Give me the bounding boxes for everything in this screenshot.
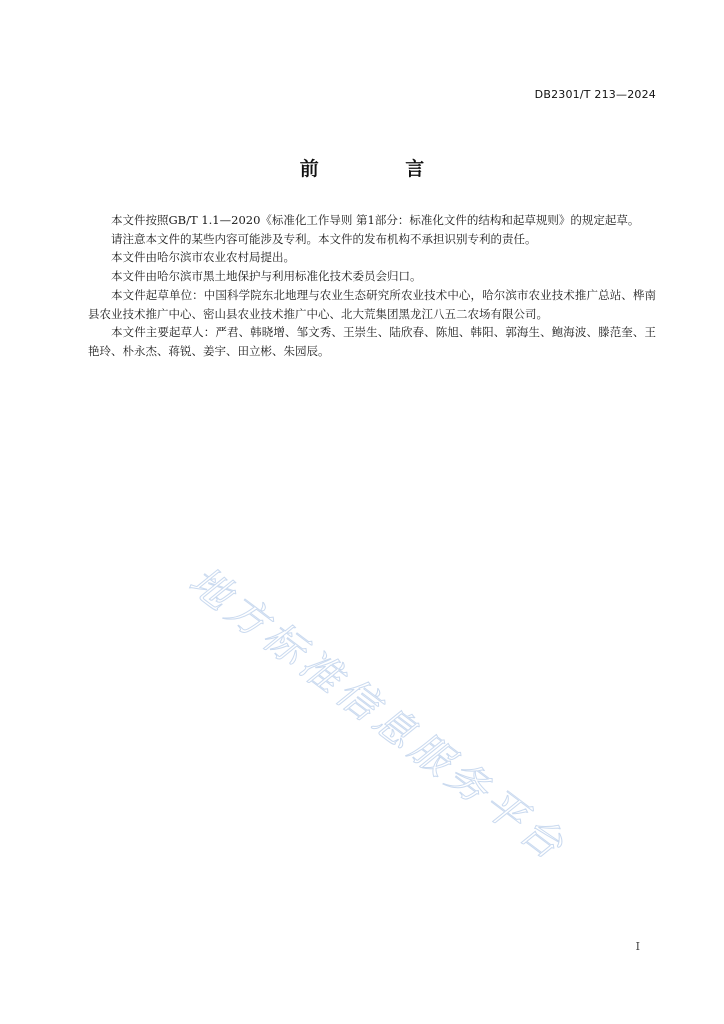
- paragraph-drafting-units: 本文件起草单位：中国科学院东北地理与农业生态研究所农业技术中心，哈尔滨市农业技术推广总站、桦南县农业技术推广中心、密山县农业技术推广中心、北大荒集团黑龙江八五二农场有限公司。: [88, 287, 656, 321]
- paragraph-patent-notice: 请注意本文件的某些内容可能涉及专利。本文件的发布机构不承担识别专利的责任。: [111, 231, 537, 246]
- page-number: I: [635, 940, 640, 953]
- paragraph-drafting-rules: 本文件按照GB/T 1.1—2020《标准化工作导则 第1部分：标准化文件的结构和起草规则》的规定起草。: [111, 213, 640, 227]
- foreword-body: [88, 211, 656, 361]
- paragraph-proposer: 本文件由哈尔滨市农业农村局提出。: [111, 250, 295, 265]
- page-title: 前 言: [299, 158, 465, 180]
- paragraph-committee: 本文件由哈尔滨市黑土地保护与利用标准化技术委员会归口。: [111, 269, 422, 284]
- document-code: DB2301/T 213—2024: [534, 88, 656, 101]
- paragraph-drafters: 本文件主要起草人：严君、韩晓增、邹文秀、王崇生、陆欣春、陈旭、韩阳、郭海生、鲍海波、滕范奎、王艳玲、朴永杰、蒋锐、姜宇、田立彬、朱园辰。: [88, 325, 656, 358]
- watermark-text: 地方标准信息服务平台: [180, 558, 576, 872]
